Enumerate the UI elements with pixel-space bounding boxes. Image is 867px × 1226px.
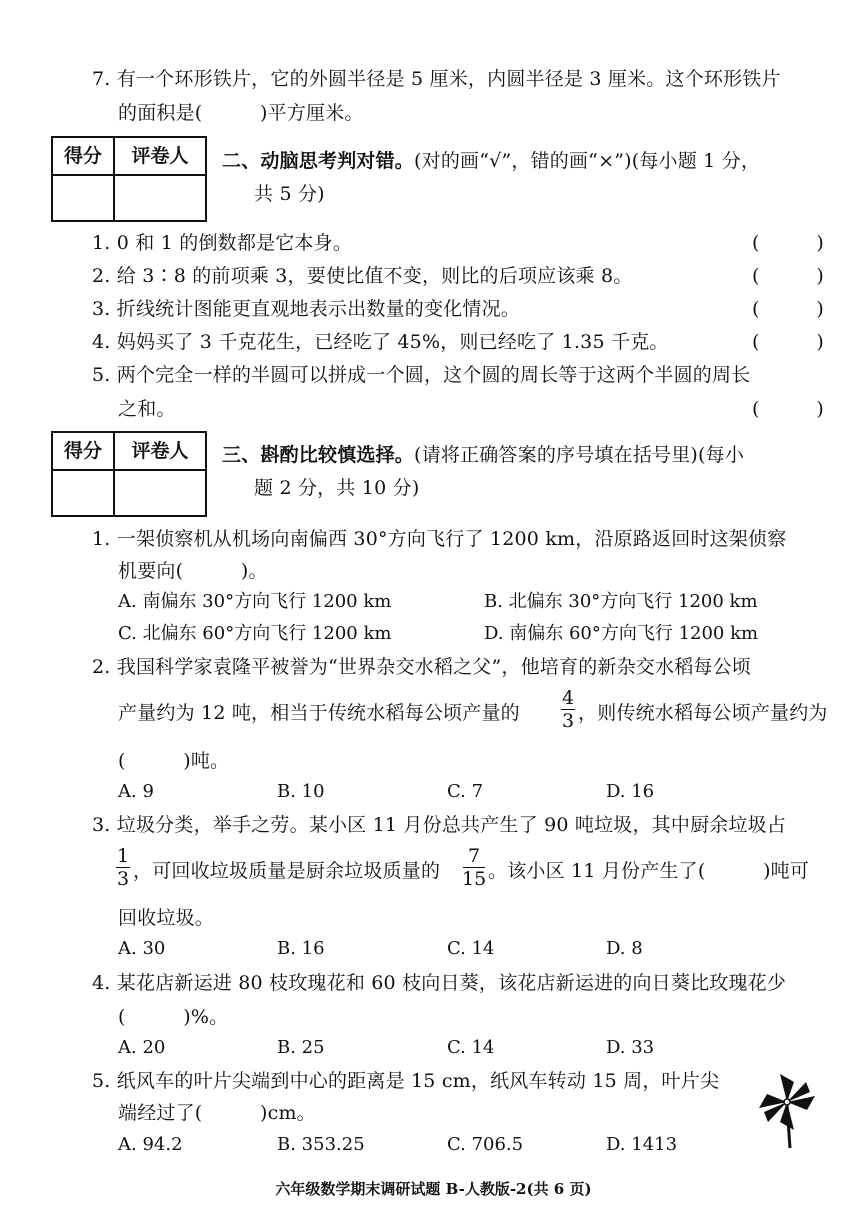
- choice-q3-line2a: ，可回收垃圾质量是厨余垃圾质量的: [133, 860, 441, 882]
- choice-q4-option-d[interactable]: D. 33: [606, 1037, 655, 1058]
- judge-item-5-cont: 之和。: [118, 398, 176, 420]
- choice-q1-option-c[interactable]: C. 北偏东 60°方向飞行 1200 km: [118, 623, 392, 644]
- judge-answer-3[interactable]: ( ): [752, 298, 824, 320]
- choice-q5-option-b[interactable]: B. 353.25: [277, 1134, 365, 1155]
- grader-field[interactable]: [115, 176, 205, 220]
- choice-q2-option-c[interactable]: C. 7: [447, 781, 484, 802]
- fraction-denominator: 3: [116, 868, 130, 890]
- judge-item-2: 2. 给 3∶8 的前项乘 3，要使比值不变，则比的后项应该乘 8。: [92, 265, 633, 287]
- choice-q1-option-a[interactable]: A. 南偏东 30°方向飞行 1200 km: [118, 591, 392, 612]
- choice-q4-line2: ( )%。: [118, 1006, 229, 1028]
- choice-q2-line2b: ，则传统水稻每公顷产量约为: [578, 702, 828, 724]
- section2-heading: [222, 148, 760, 174]
- section2-instructions: (对的画“√”，错的画“×”)(每小题 1 分，: [414, 150, 761, 172]
- choice-q2-line3: ( )吨。: [118, 750, 230, 772]
- fraction-numerator: 1: [116, 845, 130, 867]
- grader-field[interactable]: [115, 471, 205, 515]
- fraction-one-third: [116, 846, 130, 889]
- score-label: 得分: [53, 433, 115, 471]
- section2-title: 二、动脑思考判对错。: [222, 150, 415, 172]
- judge-answer-5[interactable]: ( ): [752, 398, 824, 420]
- choice-q5-option-a[interactable]: A. 94.2: [118, 1134, 183, 1155]
- choice-q1-line1: 1. 一架侦察机从机场向南偏西 30°方向飞行了 1200 km，沿原路返回时这架侦察: [92, 528, 787, 550]
- fraction-numerator: 4: [561, 687, 575, 709]
- section3-instructions: (请将正确答案的序号填在括号里)(每小: [414, 444, 745, 466]
- choice-q5-line2: 端经过了( )cm。: [118, 1102, 316, 1124]
- judge-answer-2[interactable]: ( ): [752, 265, 824, 287]
- choice-q5-option-c[interactable]: C. 706.5: [447, 1134, 524, 1155]
- judge-answer-1[interactable]: ( ): [752, 232, 824, 254]
- section3-heading: [222, 442, 744, 468]
- choice-q3-line2b: 。该小区 11 月份产生了( )吨可: [488, 860, 810, 882]
- choice-q1-line2: 机要向( )。: [118, 560, 268, 582]
- choice-q1-option-b[interactable]: B. 北偏东 30°方向飞行 1200 km: [484, 591, 758, 612]
- q7-line1: 7. 有一个环形铁片，它的外圆半径是 5 厘米，内圆半径是 3 厘米。这个环形铁片: [92, 68, 781, 90]
- section2-instructions-cont: 共 5 分): [254, 183, 325, 205]
- pinwheel-icon: [754, 1068, 820, 1150]
- judge-answer-4[interactable]: ( ): [752, 331, 824, 353]
- choice-q3-line3: 回收垃圾。: [118, 907, 215, 929]
- choice-q2-line2a: 产量约为 12 吨，相当于传统水稻每公顷产量的: [118, 702, 520, 724]
- score-field[interactable]: [53, 176, 115, 220]
- fraction-four-thirds: [561, 688, 575, 731]
- choice-q1-option-d[interactable]: D. 南偏东 60°方向飞行 1200 km: [484, 623, 759, 644]
- choice-q3-line1: 3. 垃圾分类，举手之劳。某小区 11 月份总共产生了 90 吨垃圾，其中厨余垃圾占: [92, 814, 787, 836]
- choice-q2-option-d[interactable]: D. 16: [606, 781, 655, 802]
- choice-q5-line1: 5. 纸风车的叶片尖端到中心的距离是 15 cm，纸风车转动 15 周，叶片尖: [92, 1070, 720, 1092]
- choice-q2-line1: 2. 我国科学家袁隆平被誉为“世界杂交水稻之父”，他培育的新杂交水稻每公顷: [92, 656, 751, 678]
- choice-q4-option-c[interactable]: C. 14: [447, 1037, 495, 1058]
- choice-q4-option-b[interactable]: B. 25: [277, 1037, 325, 1058]
- section3-instructions-cont: 题 2 分，共 10 分): [254, 477, 420, 499]
- choice-q5-option-d[interactable]: D. 1413: [606, 1134, 678, 1155]
- choice-q3-option-b[interactable]: B. 16: [277, 938, 325, 959]
- judge-item-1: 1. 0 和 1 的倒数都是它本身。: [92, 232, 353, 254]
- choice-q4-line1: 4. 某花店新运进 80 枝玫瑰花和 60 枝向日葵，该花店新运进的向日葵比玫瑰花少: [92, 972, 787, 994]
- judge-item-5: 5. 两个完全一样的半圆可以拼成一个圆，这个圆的周长等于这两个半圆的周长: [92, 364, 751, 386]
- score-box-section3: [51, 431, 207, 517]
- judge-item-3: 3. 折线统计图能更直观地表示出数量的变化情况。: [92, 298, 520, 320]
- score-label: 得分: [53, 138, 115, 176]
- score-box-section2: [51, 136, 207, 222]
- choice-q2-option-a[interactable]: A. 9: [118, 781, 154, 802]
- judge-item-4: 4. 妈妈买了 3 千克花生，已经吃了 45%，则已经吃了 1.35 千克。: [92, 331, 669, 353]
- fraction-numerator: 7: [468, 845, 481, 867]
- page-footer: 六年级数学期末调研试题 B-人教版-2(共 6 页): [275, 1180, 592, 1198]
- grader-label: 评卷人: [115, 433, 205, 471]
- choice-q3-option-c[interactable]: C. 14: [447, 938, 495, 959]
- choice-q3-option-a[interactable]: A. 30: [118, 938, 166, 959]
- fraction-seven-fifteenths: [462, 846, 486, 889]
- choice-q4-option-a[interactable]: A. 20: [118, 1037, 166, 1058]
- choice-q3-option-d[interactable]: D. 8: [606, 938, 643, 959]
- score-field[interactable]: [53, 471, 115, 515]
- fraction-denominator: 3: [561, 710, 575, 732]
- section3-title: 三、斟酌比较慎选择。: [222, 444, 415, 466]
- choice-q2-option-b[interactable]: B. 10: [277, 781, 325, 802]
- fraction-denominator: 15: [462, 868, 487, 890]
- q7-line2: 的面积是( )平方厘米。: [118, 102, 364, 124]
- grader-label: 评卷人: [115, 138, 205, 176]
